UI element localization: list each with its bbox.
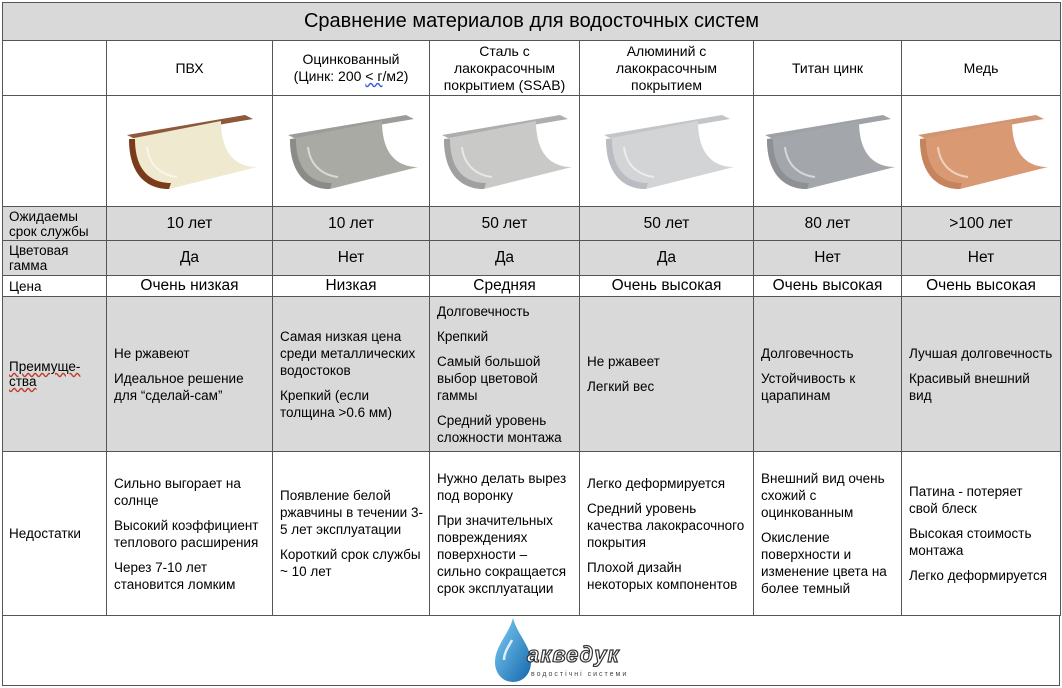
pros-item: Не ржавеет (587, 354, 660, 369)
gutter-image-galvanized (273, 96, 430, 207)
life-value: 10 лет (107, 207, 273, 241)
price-value: Очень высокая (754, 276, 902, 297)
cons-cell-copper (902, 452, 1061, 616)
pros-item: Идеальное решение для “сделай-сам” (114, 370, 244, 403)
pros-item: Красивый внешний вид (909, 370, 1030, 403)
pros-cell-steel (430, 297, 580, 452)
pros-item: Самый большой выбор цветовой гаммы (437, 353, 541, 403)
pros-item: Средний уровень сложности монтажа (437, 412, 562, 445)
pros-list (107, 345, 272, 404)
life-value: 50 лет (580, 207, 754, 241)
price-value: Очень высокая (902, 276, 1061, 297)
pros-list (273, 328, 429, 421)
water-drop-icon (495, 618, 531, 682)
cons-item: Внешний вид очень схожий с оцинкованным (761, 471, 885, 520)
color-value: Да (430, 241, 580, 276)
brand-tagline: водостічні системи (531, 671, 629, 678)
footer-logo-area (2, 616, 1060, 686)
pros-list (580, 353, 753, 395)
pros-cell-titan-zinc (754, 297, 902, 452)
table-title: Сравнение материалов для водосточных систем (3, 3, 1061, 41)
cons-list (902, 483, 1060, 584)
cons-item: Нужно делать вырез под воронку (437, 471, 567, 503)
header-galvanized-line2b: /м2) (382, 68, 409, 84)
row-label-color: Цветовая гамма (3, 241, 107, 276)
life-value: 80 лет (754, 207, 902, 241)
brand-name: акведук (527, 642, 620, 667)
gutter-image-titan-zinc (754, 96, 902, 207)
cons-item: Короткий срок службы ~ 10 лет (280, 547, 421, 579)
color-value: Нет (902, 241, 1061, 276)
cons-list (273, 487, 429, 580)
pros-item: Не ржавеют (114, 345, 190, 361)
cons-item: Появление белой ржавчины в течении 3-5 лет эксплуатации (280, 488, 423, 537)
cons-item: Окисление поверхности и изменение цвета на более темный (761, 530, 887, 596)
row-label-pros (3, 297, 107, 452)
cons-list (580, 475, 753, 593)
cons-item: Сильно выгорает на солнце (114, 475, 241, 508)
comparison-table (2, 2, 1061, 616)
pros-cell-galvanized (273, 297, 430, 452)
pros-item: Лучшая долговечность (909, 345, 1053, 361)
pros-list (430, 303, 579, 446)
row-label-cons: Недостатки (3, 452, 107, 616)
cons-list (754, 470, 901, 597)
brand-logo (487, 616, 657, 684)
cons-cell-pvc (107, 452, 273, 616)
header-galvanized (273, 41, 430, 96)
header-galvanized-line2a: (Цинк: 200 (293, 68, 366, 84)
pros-item: Устойчивость к царапинам (761, 370, 856, 403)
pros-cell-pvc (107, 297, 273, 452)
color-value: Нет (754, 241, 902, 276)
header-titan-zinc: Титан цинк (754, 41, 902, 96)
cons-item: Патина - потеряет свой блеск (909, 484, 1023, 516)
pros-cell-copper (902, 297, 1061, 452)
life-value: >100 лет (902, 207, 1061, 241)
image-row-label-cell (3, 96, 107, 207)
pros-list (754, 345, 901, 404)
pros-list (902, 345, 1060, 404)
cons-item: Высокая стоимость монтажа (909, 526, 1032, 558)
header-copper: Медь (902, 41, 1061, 96)
life-value: 10 лет (273, 207, 430, 241)
pros-item: Крепкий (если толщина >0.6 мм) (280, 387, 392, 420)
cons-item: Плохой дизайн некоторых компонентов (587, 559, 738, 592)
color-value: Да (580, 241, 754, 276)
cons-cell-galvanized (273, 452, 430, 616)
cons-item: Высокий коэффициент теплового расширения (114, 517, 259, 550)
gutter-image-aluminium (580, 96, 754, 207)
row-label-pros-text: Преимуще-ства (9, 359, 81, 389)
header-empty-cell (3, 41, 107, 96)
pros-cell-aluminium (580, 297, 754, 452)
price-value: Очень низкая (107, 276, 273, 297)
header-galvanized-line1: Оцинкованный (302, 51, 400, 67)
cons-item: Легко деформируется (909, 568, 1048, 583)
price-value: Очень высокая (580, 276, 754, 297)
pros-item: Долговечность (437, 303, 530, 319)
cons-item: При значительных повреждениях поверхности – сильно сокращается срок эксплуатации (437, 513, 567, 596)
price-value: Низкая (273, 276, 430, 297)
header-aluminium: Алюминий с лакокрасочным покрытием (580, 41, 754, 96)
header-steel: Сталь с лакокрасочным покрытием (SSAB) (430, 41, 580, 96)
cons-item: Легко деформируется (587, 475, 726, 491)
life-value: 50 лет (430, 207, 580, 241)
row-label-price: Цена (3, 276, 107, 297)
gutter-image-pvc (107, 96, 273, 207)
gutter-image-steel (430, 96, 580, 207)
header-galvanized-line2u: < г (365, 68, 383, 84)
cons-item: Средний уровень качества лакокрасочного покрытия (587, 500, 745, 550)
pros-item: Крепкий (437, 328, 489, 344)
row-label-life: Ожидаемы срок службы (3, 207, 107, 241)
cons-list (430, 470, 579, 597)
cons-item: Через 7-10 лет становится ломким (114, 559, 236, 592)
cons-cell-steel (430, 452, 580, 616)
pros-item: Долговечность (761, 345, 854, 361)
color-value: Да (107, 241, 273, 276)
cons-list (107, 475, 272, 593)
pros-item: Легкий вес (587, 379, 655, 394)
cons-cell-titan-zinc (754, 452, 902, 616)
header-pvc: ПВХ (107, 41, 273, 96)
gutter-image-copper (902, 96, 1061, 207)
pros-item: Самая низкая цена среди металлических водостоков (280, 328, 416, 378)
price-value: Средняя (430, 276, 580, 297)
color-value: Нет (273, 241, 430, 276)
cons-cell-aluminium (580, 452, 754, 616)
